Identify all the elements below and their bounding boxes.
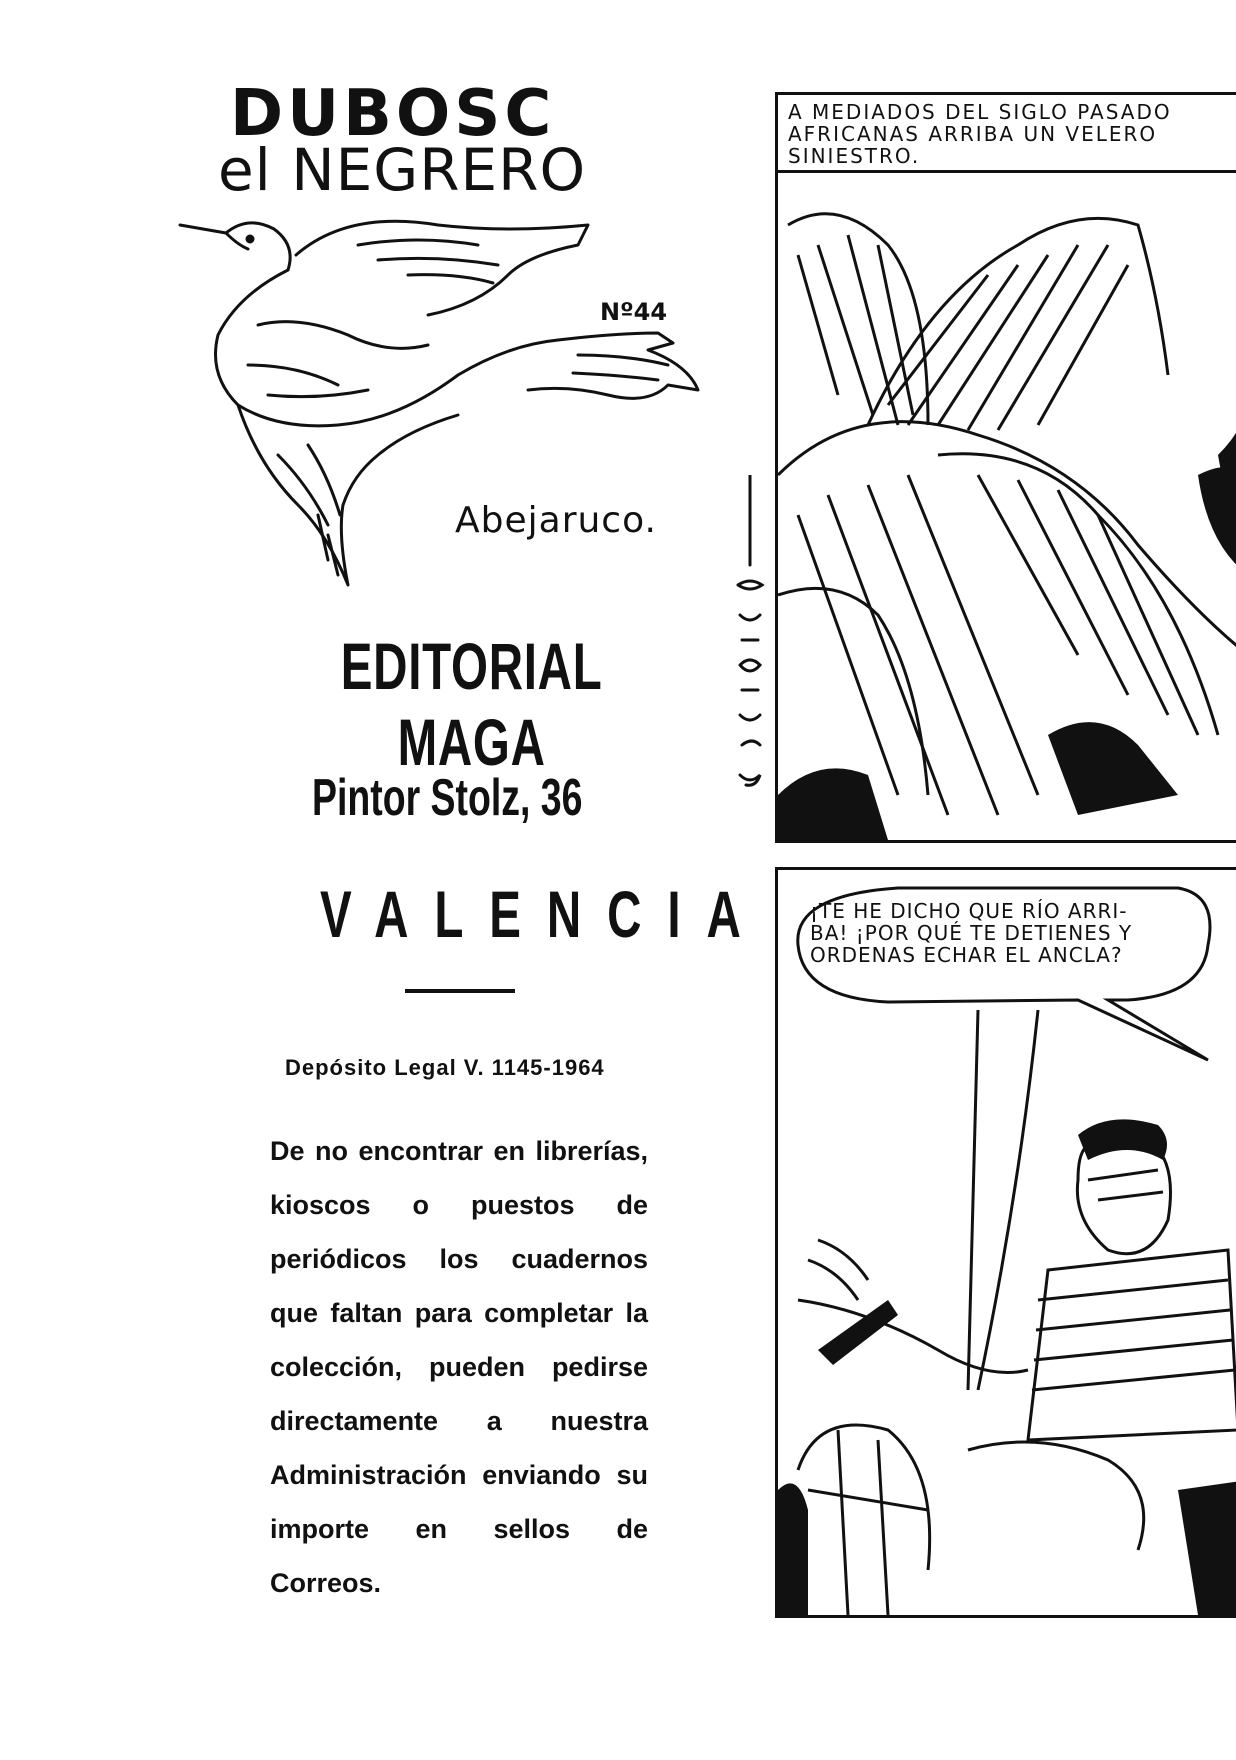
comic-panel-2: [775, 867, 1236, 1618]
jungle-artwork-icon: [778, 95, 1236, 840]
back-issues-notice: De no encontrar en librerías, kioscos o puestos de periódicos los cuadernos que faltan para completar la colección, pueden pedirse directamente a nuestra Administración enviando su importe en sellos de Correos.: [270, 1136, 648, 1598]
comic-panel-1: [775, 92, 1236, 843]
legal-deposit: Depósito Legal V. 1145-1964: [285, 1055, 605, 1080]
publisher-city: VALENCIA: [320, 877, 767, 951]
publisher-address: Pintor Stolz, 36: [312, 769, 583, 827]
illustration-caption: Abejaruco.: [455, 500, 657, 541]
sailor-artwork-icon: [778, 870, 1236, 1615]
comic-title-main: DUBOSC: [230, 77, 556, 151]
comic-title-sub: el NEGRERO: [218, 136, 587, 204]
publisher-name: EDITORIAL MAGA: [340, 629, 603, 779]
panel-1-caption: A MEDIADOS DEL SIGLO PASADO AFRICANAS ARRIBA UN VELERO SINIESTRO.: [778, 95, 1236, 173]
artist-signature-icon: [720, 475, 780, 805]
panel-2-speech-balloon: ¡TE HE DICHO QUE RÍO ARRI- BA! ¡POR QUÉ TE DETIENES Y ORDENAS ECHAR EL ANCLA?: [810, 899, 1133, 967]
bird-illustration-icon: [178, 215, 798, 605]
divider: [405, 989, 515, 993]
issue-number: Nº44: [600, 298, 668, 326]
